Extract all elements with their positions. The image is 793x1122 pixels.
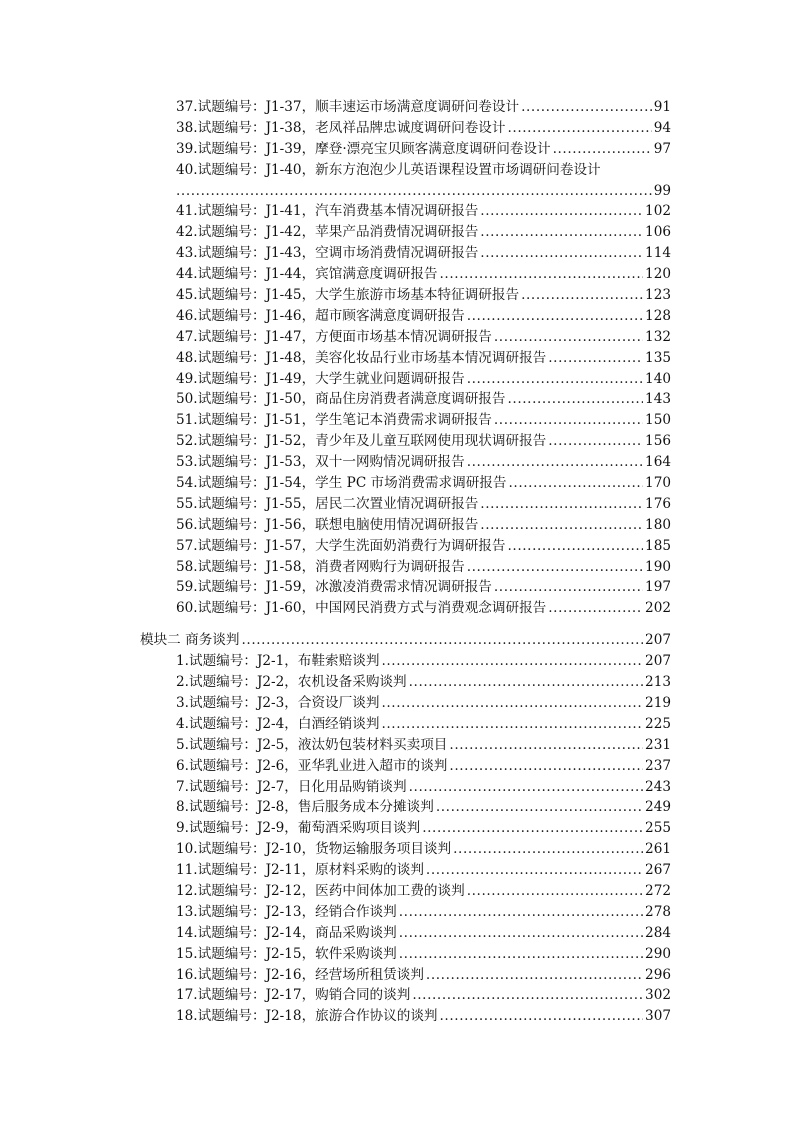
entry-page-number: 97 <box>653 140 671 157</box>
dot-leader <box>548 598 643 619</box>
toc-entry[interactable] <box>176 756 671 777</box>
dot-leader <box>440 264 644 285</box>
dot-leader <box>409 777 643 798</box>
entry-page-number: 302 <box>645 987 671 1004</box>
toc-entry[interactable] <box>176 201 671 222</box>
toc-entry[interactable] <box>176 1006 671 1027</box>
dot-leader <box>480 515 643 536</box>
entry-page-number: 132 <box>645 328 671 345</box>
toc-entry[interactable] <box>176 264 671 285</box>
toc-entry[interactable] <box>176 348 671 369</box>
toc-entry[interactable] <box>176 473 671 494</box>
dot-leader <box>381 714 643 735</box>
module-page-number: 207 <box>645 632 671 649</box>
toc-entry[interactable] <box>176 306 671 327</box>
entry-page-number: 249 <box>645 799 671 816</box>
entry-title: 49.试题编号：J1-49，大学生就业问题调研报告 <box>176 370 465 387</box>
dot-leader <box>440 1006 644 1027</box>
entry-title: 11.试题编号：J2-11，原材料采购的谈判 <box>176 862 424 879</box>
toc-entry[interactable] <box>176 985 671 1006</box>
dot-leader <box>467 306 643 327</box>
toc-entry[interactable] <box>176 222 671 243</box>
entry-page-number: 225 <box>645 715 671 732</box>
toc-entry[interactable] <box>176 881 671 902</box>
entry-title: 40.试题编号：J1-40，新东方泡泡少儿英语课程设置市场调研问卷设计 <box>176 161 601 178</box>
toc-entry[interactable] <box>176 139 671 160</box>
dot-leader <box>449 756 643 777</box>
entry-page-number: 190 <box>645 558 671 575</box>
entry-page-number: 243 <box>645 778 671 795</box>
toc-entry[interactable] <box>176 818 671 839</box>
toc-entry[interactable] <box>176 557 671 578</box>
entry-title: 44.试题编号：J1-44，宾馆满意度调研报告 <box>176 266 438 283</box>
entry-title: 12.试题编号：J2-12，医药中间体加工费的谈判 <box>176 882 465 899</box>
toc-entry[interactable] <box>176 714 671 735</box>
entry-title: 16.试题编号：J2-16，经营场所租赁谈判 <box>176 966 424 983</box>
toc-entry[interactable] <box>176 494 671 515</box>
entry-title: 8.试题编号：J2-8，售后服务成本分摊谈判 <box>176 799 434 816</box>
dot-leader <box>176 181 652 202</box>
entry-page-number: 99 <box>653 182 671 199</box>
toc-entry[interactable] <box>176 902 671 923</box>
entry-title: 48.试题编号：J1-48，美容化妆品行业市场基本情况调研报告 <box>176 349 547 366</box>
entry-title: 60.试题编号：J1-60，中国网民消费方式与消费观念调研报告 <box>176 600 547 617</box>
entry-title: 18.试题编号：J2-18，旅游合作协议的谈判 <box>176 1008 438 1025</box>
entry-title: 41.试题编号：J1-41，汽车消费基本情况调研报告 <box>176 203 479 220</box>
toc-entry[interactable] <box>176 651 671 672</box>
entry-page-number: 237 <box>645 757 671 774</box>
table-of-contents <box>0 97 793 1027</box>
dot-leader <box>480 201 643 222</box>
entry-title: 50.试题编号：J1-50，商品住房消费者满意度调研报告 <box>176 391 506 408</box>
entry-page-number: 290 <box>645 945 671 962</box>
entry-title: 5.试题编号：J2-5，液汰奶包装材料买卖项目 <box>176 736 448 753</box>
entry-title: 54.试题编号：J1-54，学生 PC 市场消费需求调研报告 <box>176 475 507 492</box>
toc-entry[interactable] <box>176 672 671 693</box>
entry-title: 17.试题编号：J2-17，购销合同的谈判 <box>176 987 411 1004</box>
entry-page-number: 156 <box>645 433 671 450</box>
entry-title: 6.试题编号：J2-6，亚华乳业进入超市的谈判 <box>176 757 448 774</box>
entry-page-number: 255 <box>645 820 671 837</box>
toc-entry[interactable] <box>176 797 671 818</box>
entry-title: 7.试题编号：J2-7，日化用品购销谈判 <box>176 778 407 795</box>
entry-page-number: 94 <box>653 119 671 136</box>
toc-entry[interactable] <box>176 944 671 965</box>
toc-entry-continuation[interactable] <box>176 181 671 202</box>
dot-leader <box>381 651 643 672</box>
dot-leader <box>508 473 643 494</box>
dot-leader <box>381 693 643 714</box>
entry-page-number: 261 <box>645 841 671 858</box>
entry-page-number: 284 <box>645 924 671 941</box>
dot-leader <box>480 494 643 515</box>
toc-entry[interactable] <box>176 285 671 306</box>
dot-leader <box>453 839 643 860</box>
toc-entry[interactable] <box>176 118 671 139</box>
entry-title: 46.试题编号：J1-46，超市顾客满意度调研报告 <box>176 307 465 324</box>
toc-module-heading[interactable] <box>140 630 671 651</box>
dot-leader <box>548 431 643 452</box>
dot-leader <box>507 536 643 557</box>
entry-page-number: 106 <box>645 224 671 241</box>
toc-entry[interactable] <box>176 965 671 986</box>
entry-page-number: 202 <box>645 600 671 617</box>
entry-title: 45.试题编号：J1-45，大学生旅游市场基本特征调研报告 <box>176 287 520 304</box>
toc-section-j1 <box>0 97 793 619</box>
toc-entry[interactable] <box>176 693 671 714</box>
entry-title: 57.试题编号：J1-57，大学生洗面奶消费行为调研报告 <box>176 537 506 554</box>
toc-entry[interactable] <box>176 452 671 473</box>
entry-page-number: 231 <box>645 736 671 753</box>
entry-page-number: 120 <box>645 266 671 283</box>
entry-page-number: 272 <box>645 882 671 899</box>
entry-title: 2.试题编号：J2-2，农机设备采购谈判 <box>176 674 407 691</box>
dot-leader <box>399 923 643 944</box>
entry-title: 55.试题编号：J1-55，居民二次置业情况调研报告 <box>176 495 479 512</box>
toc-entry[interactable] <box>176 536 671 557</box>
entry-page-number: 135 <box>645 349 671 366</box>
toc-entry[interactable] <box>176 160 671 181</box>
entry-page-number: 140 <box>645 370 671 387</box>
dot-leader <box>399 902 643 923</box>
entry-page-number: 307 <box>645 1008 671 1025</box>
dot-leader <box>467 881 643 902</box>
dot-leader <box>409 672 643 693</box>
dot-leader <box>494 327 643 348</box>
entry-title: 47.试题编号：J1-47，方便面市场基本情况调研报告 <box>176 328 492 345</box>
dot-leader <box>426 860 643 881</box>
dot-leader <box>507 118 651 139</box>
dot-leader <box>399 944 643 965</box>
entry-page-number: 123 <box>645 287 671 304</box>
dot-leader <box>507 389 643 410</box>
toc-entry[interactable] <box>176 515 671 536</box>
toc-entry[interactable] <box>176 369 671 390</box>
toc-entry[interactable] <box>176 243 671 264</box>
dot-leader <box>553 139 652 160</box>
entry-page-number: 143 <box>645 391 671 408</box>
entry-page-number: 102 <box>645 203 671 220</box>
entry-page-number: 185 <box>645 537 671 554</box>
entry-page-number: 114 <box>645 245 671 262</box>
entry-page-number: 164 <box>645 454 671 471</box>
entry-page-number: 213 <box>645 674 671 691</box>
toc-entry[interactable] <box>176 410 671 431</box>
entry-page-number: 128 <box>645 307 671 324</box>
dot-leader <box>412 985 643 1006</box>
toc-entry[interactable] <box>176 923 671 944</box>
entry-page-number: 207 <box>645 653 671 670</box>
entry-title: 53.试题编号：J1-53，双十一网购情况调研报告 <box>176 454 465 471</box>
entry-title: 3.试题编号：J2-3，合资设厂谈判 <box>176 694 380 711</box>
dot-leader <box>494 410 643 431</box>
entry-page-number: 219 <box>645 694 671 711</box>
entry-title: 15.试题编号：J2-15，软件采购谈判 <box>176 945 397 962</box>
toc-entry[interactable] <box>176 327 671 348</box>
entry-title: 4.试题编号：J2-4，白酒经销谈判 <box>176 715 380 732</box>
entry-title: 10.试题编号：J2-10，货物运输服务项目谈判 <box>176 841 452 858</box>
dot-leader <box>422 818 643 839</box>
dot-leader <box>494 577 643 598</box>
entry-title: 43.试题编号：J1-43，空调市场消费情况调研报告 <box>176 245 479 262</box>
entry-page-number: 267 <box>645 862 671 879</box>
dot-leader <box>436 797 643 818</box>
entry-page-number: 91 <box>653 99 671 115</box>
dot-leader <box>521 97 652 118</box>
toc-entry[interactable] <box>176 598 671 619</box>
entry-title: 58.试题编号：J1-58，消费者网购行为调研报告 <box>176 558 465 575</box>
toc-section-j2 <box>0 651 793 1027</box>
entry-page-number: 180 <box>645 516 671 533</box>
entry-title: 14.试题编号：J2-14，商品采购谈判 <box>176 924 397 941</box>
toc-entry[interactable] <box>176 97 671 118</box>
entry-page-number: 296 <box>645 966 671 983</box>
entry-title: 38.试题编号：J1-38，老凤祥品牌忠诚度调研问卷设计 <box>176 119 506 136</box>
entry-title: 42.试题编号：J1-42，苹果产品消费情况调研报告 <box>176 224 479 241</box>
toc-entry[interactable] <box>176 839 671 860</box>
toc-entry[interactable] <box>176 389 671 410</box>
entry-title: 37.试题编号：J1-37，顺丰速运市场满意度调研问卷设计 <box>176 99 520 115</box>
toc-entry[interactable] <box>176 577 671 598</box>
toc-entry[interactable] <box>176 735 671 756</box>
entry-title: 59.试题编号：J1-59，冰激凌消费需求情况调研报告 <box>176 579 492 596</box>
entry-page-number: 170 <box>645 475 671 492</box>
entry-page-number: 150 <box>645 412 671 429</box>
dot-leader <box>241 630 643 651</box>
entry-title: 9.试题编号：J2-9，葡萄酒采购项目谈判 <box>176 820 421 837</box>
dot-leader <box>480 243 643 264</box>
entry-page-number: 278 <box>645 903 671 920</box>
entry-page-number: 197 <box>645 579 671 596</box>
dot-leader <box>449 735 643 756</box>
dot-leader <box>521 285 643 306</box>
entry-title: 56.试题编号：J1-56，联想电脑使用情况调研报告 <box>176 516 479 533</box>
entry-page-number: 176 <box>645 495 671 512</box>
entry-title: 39.试题编号：J1-39，摩登·漂亮宝贝顾客满意度调研问卷设计 <box>176 140 551 157</box>
toc-entry[interactable] <box>176 431 671 452</box>
dot-leader <box>467 369 643 390</box>
dot-leader <box>467 452 643 473</box>
toc-entry[interactable] <box>176 860 671 881</box>
dot-leader <box>426 965 643 986</box>
dot-leader <box>480 222 643 243</box>
entry-title: 13.试题编号：J2-13，经销合作谈判 <box>176 903 397 920</box>
entry-title: 51.试题编号：J1-51，学生笔记本消费需求调研报告 <box>176 412 492 429</box>
entry-title: 52.试题编号：J1-52，青少年及儿童互联网使用现状调研报告 <box>176 433 547 450</box>
toc-entry[interactable] <box>176 777 671 798</box>
entry-title: 1.试题编号：J2-1，布鞋索赔谈判 <box>176 653 380 670</box>
dot-leader <box>548 348 643 369</box>
module-title: 模块二 商务谈判 <box>140 632 240 649</box>
dot-leader <box>467 557 643 578</box>
